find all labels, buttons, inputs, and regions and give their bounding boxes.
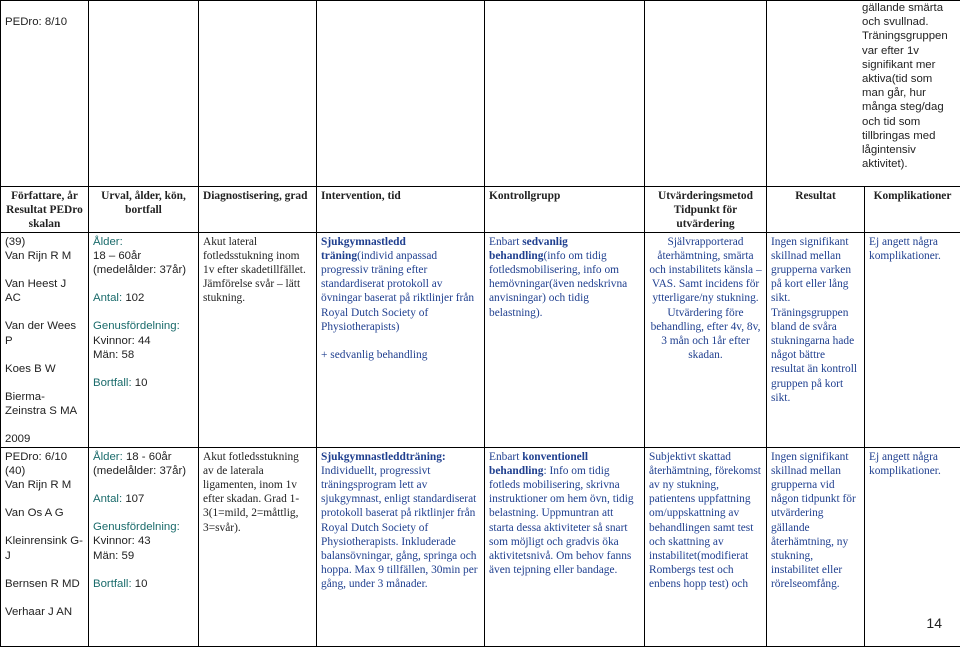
study2-result: Ingen signifikant skillnad mellan grupperna vid någon tidpunkt för utvärdering gällande återhämtning, ny stukning, instabilitet eller rörelseomfång. xyxy=(767,447,865,646)
header-control: Kontrollgrupp xyxy=(485,187,645,233)
study1-complications: Ej angett några komplikationer. xyxy=(865,232,960,447)
study2-complications: Ej angett några komplikationer. xyxy=(865,447,960,646)
header-result: Resultat xyxy=(767,187,865,233)
author-5: Verhaar J AN xyxy=(5,605,84,619)
header-evaluation: Utvärderingsmetod Tidpunkt för utvärdering xyxy=(645,187,767,233)
author-4: Koes B W xyxy=(5,362,84,376)
continued-result-text: gällande smärta och svullnad. Träningsgruppen var efter 1v signifikant mer aktiva(tid som man går, hur många steg/dag och tid som tillbringas med lågintensiv aktivitet). xyxy=(862,1,954,171)
study2-control: Enbart konventionell behandling: Info om tidig fotleds mobilisering, skrivna instruktioner om hem övn, tidig belastning. Uppmuntran att starta dessa aktiviteter så snart som möjligt och gradvis öka aktivitetsnivå. Om behov fanns även tejpning eller bandage. xyxy=(485,447,645,646)
study2-authors-cell: PEDro: 6/10 (40) Van Rijn R M Van Os A G Kleinrensink G-J Bernsen R MD Verhaar J AN xyxy=(1,447,89,646)
study1-evaluation: Självrapporterad återhämtning, smärta och instabilitets känsla – VAS. Samt incidens för ytterligare/ny stukning. Utvärdering före behandling, efter 4v, 8v, 3 mån och 1år efter skadan. xyxy=(645,232,767,447)
header-diagnosis: Diagnostisering, grad xyxy=(199,187,317,233)
author-3: Van der Wees P xyxy=(5,319,84,347)
study1-result: Ingen signifikant skillnad mellan grupperna varken på kort eller lång sikt. Träningsgruppen bland de svåra stukningarna hade något bättre resultat än kontroll gruppen på kort sikt. xyxy=(767,232,865,447)
study2-intervention: Sjukgymnastleddträning: Individuellt, progressivt träningsprogram lett av sjukgymnast, enligt standardiserat protokoll baserat på riktlinjer från Royal Dutch Society of Physiotherapists. Inkluderade balansövningar, gång, springa och hoppa. Max 9 tillfällen, 30min per gång, under 3 månader. xyxy=(317,447,485,646)
header-intervention: Intervention, tid xyxy=(317,187,485,233)
study1-year: 2009 xyxy=(5,432,84,446)
header-author: Författare, år Resultat PEDro skalan xyxy=(1,187,89,233)
author-1: Van Rijn R M xyxy=(5,249,84,263)
author-2: Van Heest J AC xyxy=(5,277,84,305)
pedro-score-top: PEDro: 8/10 xyxy=(1,1,89,187)
study2-diagnosis: Akut fotledsstukning av de laterala ligamenten, inom 1v efter skadan. Grad 1-3(1=mild, 2=måttlig, 3=svår). xyxy=(199,447,317,646)
header-selection: Urval, ålder, kön, bortfall xyxy=(89,187,199,233)
author-1: Van Rijn R M xyxy=(5,478,84,492)
continued-row xyxy=(1,1,960,187)
study-row-1 xyxy=(1,232,960,447)
study1-diagnosis: Akut lateral fotledsstukning inom 1v efter skadetillfället. Jämförelse svår – lätt stukning. xyxy=(199,232,317,447)
author-4: Bernsen R MD xyxy=(5,577,84,591)
study1-control: Enbart sedvanlig behandling(info om tidig fotledsmobilisering, info om hemövningar(även nedskrivna anvisningar) och tidig belastning). xyxy=(485,232,645,447)
page-number: 14 xyxy=(926,615,942,631)
header-row xyxy=(1,187,960,233)
author-3: Kleinrensink G-J xyxy=(5,534,84,562)
study1-intervention: Sjukgymnastledd träning(individ anpassad progressiv träning efter standardiserat protokoll av övningar baserat på riktlinjer från Royal Dutch Society of Physiotherapists) + sedvanlig behandling xyxy=(317,232,485,447)
study2-evaluation: Subjektivt skattad återhämtning, förekomst av ny stukning, patientens uppfattning om/uppskattning av behandlingen samt test och skattning av instabilitet(modifierat Rombergs test och enbens hopp test) och xyxy=(645,447,767,646)
author-5: Bierma-Zeinstra S MA xyxy=(5,390,84,418)
study1-selection-cell: Ålder: 18 – 60år (medelålder: 37år) Antal: 102 Genusfördelning: Kvinnor: 44 Män: 58 Bortfall: 10 xyxy=(89,232,199,447)
author-2: Van Os A G xyxy=(5,506,84,520)
study2-selection-cell: Ålder: 18 - 60år (medelålder: 37år) Antal: 107 Genusfördelning: Kvinnor: 43 Män: 59 Bortfall: 10 xyxy=(89,447,199,646)
study1-authors-cell: (39) Van Rijn R M Van Heest J AC Van der Wees P Koes B W Bierma-Zeinstra S MA 2009 xyxy=(1,232,89,447)
header-complications: Komplikationer xyxy=(865,187,960,233)
study-row-2 xyxy=(1,447,960,646)
